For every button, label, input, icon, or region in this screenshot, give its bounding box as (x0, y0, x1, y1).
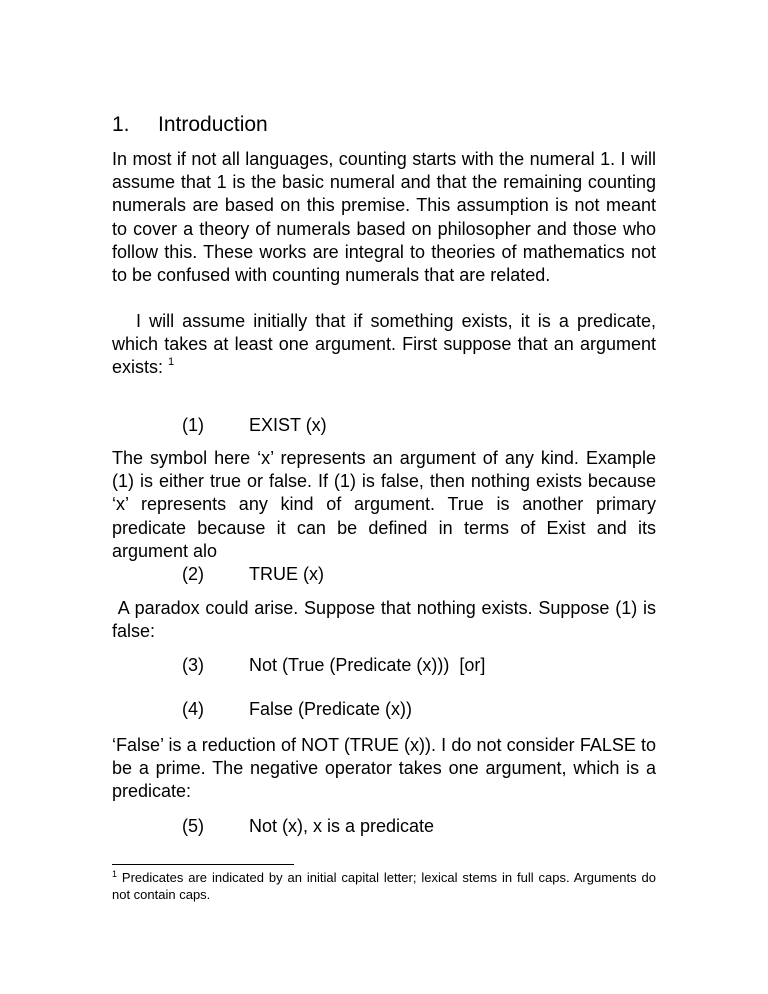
example-1 (182, 414, 327, 437)
example-4 (182, 698, 412, 721)
example-text: Not (True (Predicate (x))) [or] (249, 655, 486, 675)
example-number: (1) (182, 415, 204, 435)
paragraph-4: A paradox could arise. Suppose that nothing exists. Suppose (1) is false: (112, 598, 662, 642)
example-3 (182, 654, 485, 677)
section-heading (112, 113, 268, 137)
example-5 (182, 815, 434, 838)
paragraph-2 (112, 310, 656, 380)
example-number: (5) (182, 816, 204, 836)
paragraph-3: The symbol here ‘x’ represents an argument of any kind. Example (1) is either true or false. If (1) is false, then nothing exists because ‘x’ represents any kind of argument. True is another primary predicate because it can be defined in terms of Exist and its argument alo (112, 448, 656, 561)
example-2 (182, 563, 324, 586)
example-number: (4) (182, 699, 204, 719)
footnote-divider (112, 864, 294, 865)
paragraph-5: ‘False’ is a reduction of NOT (TRUE (x)). I do not consider FALSE to be a prime. The negative operator takes one argument, which is a predicate: (112, 735, 656, 802)
footnote-marker: 1 (112, 869, 118, 879)
footnote-text: Predicates are indicated by an initial capital letter; lexical stems in full caps. Arguments do not contain caps. (112, 870, 656, 902)
example-text: Not (x), x is a predicate (249, 816, 435, 836)
example-text: TRUE (x) (249, 564, 324, 584)
example-text: EXIST (x) (249, 415, 327, 435)
paragraph-1: In most if not all languages, counting starts with the numeral 1. I will assume that 1 is the basic numeral and that the remaining counting numerals are based on this premise. This assumption is not meant to cover a theory of numerals based on philosopher and those who follow this. These works are integral to theories of mathematics not to be confused with counting numerals that are related. (112, 149, 656, 286)
example-number: (3) (182, 655, 204, 675)
example-text: False (Predicate (x)) (249, 699, 413, 719)
section-title: Introduction (158, 113, 268, 136)
paragraph-2-text: I will assume initially that if something exists, it is a predicate, which takes at least one argument. First suppose that an argument exists: (112, 311, 656, 378)
footnote (112, 869, 656, 903)
section-number: 1. (112, 113, 130, 136)
example-number: (2) (182, 564, 204, 584)
footnote-reference: 1 (168, 356, 175, 369)
